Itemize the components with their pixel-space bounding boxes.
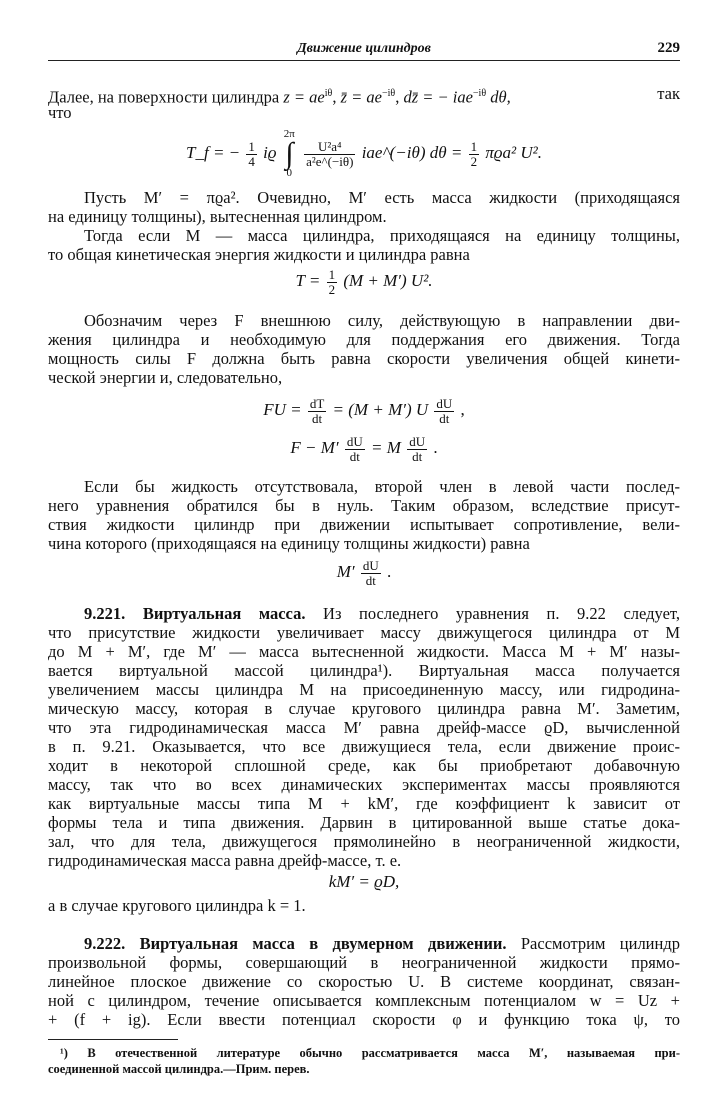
paragraph-line: до M + M′, где M′ — масса вытесненной жидкости. Масса M + M′ назы-	[48, 642, 680, 661]
paragraph-line: что присутствие жидкости увеличивает массу движущегося цилиндра от M	[48, 623, 680, 642]
fraction: $\frac{\text{U²a⁴}}{\text{a²e\textasciicircum{}(−iθ)}}$	[306, 138, 354, 169]
section-heading-9221: 9.221. Виртуальная масса.	[84, 604, 306, 623]
equation-T: T = $\frac{1}{2}$ (M + M′) U².	[295, 266, 433, 297]
paragraph-line: + (f + ig). Если ввести потенциал скорости φ и функцию тока ψ, то	[48, 1010, 680, 1029]
equation-kM: kM′ = ϱD,	[328, 872, 400, 891]
footnote-divider	[48, 1039, 178, 1040]
intro-line-2: что	[48, 103, 72, 122]
fraction: $\frac{1}{2}$	[470, 138, 478, 169]
equation-F: F − M′ $\frac{dU}{dt}$ = M $\frac{dU}{dt}$ .	[290, 433, 438, 464]
paragraph-line: в п. 9.21. Оказывается, что все движущиеся тела, если движение проис-	[48, 737, 680, 756]
equation-Tf: T_f = − $\frac{1}{4}$ iϱ 2π ∫ 0 $\frac{\text{U²a⁴}}{\text{a²e\textasciicircum{}(−iθ)}}$ iae^(−iθ) dθ = $\frac{1}{2}$ πϱa² U².	[186, 128, 542, 180]
paragraph-line: формы тела и типа движения. Дарвин в цитированной выше статье дока-	[48, 813, 680, 832]
paragraph-line: Обозначим через F внешнюю силу, действующую в направлении дви-	[84, 311, 680, 330]
fraction: $\frac{dU}{dt}$	[409, 433, 426, 464]
fraction: $\frac{dT}{dt}$	[309, 395, 325, 426]
paragraph-line: вается виртуальной массой цилиндра¹). Виртуальная масса получается	[48, 661, 680, 680]
paragraph-line: жения цилиндра и необходимую для поддержания его движения. Тогда	[48, 330, 680, 349]
paragraph-line: увеличением массы цилиндра M на присоединенную массу, или гидродина-	[48, 680, 680, 699]
equation-M-dU: M′ $\frac{dU}{dt}$ .	[336, 557, 392, 588]
fraction: $\frac{dU}{dt}$	[362, 557, 379, 588]
paragraph-line: мощность силы F должна быть равна скорости увеличения общей кинети-	[48, 349, 680, 368]
paragraph-line: произвольной формы, совершающий в неограниченной жидкости прямо-	[48, 953, 680, 972]
integral-sign: 2π ∫ 0	[283, 128, 295, 180]
intro-line-1: Далее, на поверхности цилиндра $z = ae^{i\theta}$, z̄ = $ae^{-i\theta}$, dz̄ = − iae$^{-i\theta}$ dθ, так	[48, 84, 680, 107]
equation-FU: FU = $\frac{dT}{dt}$ = (M + M′) U $\frac{dU}{dt}$ ,	[263, 395, 465, 426]
paragraph-line: ходит в некоторой сплошной среде, как бы приобретают добавочную	[48, 756, 680, 775]
paragraph-line: него уравнения обратился бы в нуль. Таким образом, вследствие присут-	[48, 496, 680, 515]
header-title: Движение цилиндров	[297, 41, 431, 56]
paragraph-line: а в случае кругового цилиндра k = 1.	[48, 896, 306, 915]
paragraph-line: ствия жидкости цилиндр при движении испытывает сопротивление, вели-	[48, 515, 680, 534]
fraction: $\frac{dU}{dt}$	[346, 433, 363, 464]
paragraph-line: мическую массу, которая в случае кругового цилиндра равна M′. Заметим,	[48, 699, 680, 718]
paragraph-line: на единицу толщины), вытесненная цилиндром.	[48, 207, 387, 226]
paragraph-line: Тогда если M — масса цилиндра, приходящаяся на единицу толщины,	[84, 226, 680, 245]
paragraph-line: что эта гидродинамическая масса M′ равна дрейф-массе ϱD, вычисленной	[48, 718, 680, 737]
footnote-line: ¹) В отечественной литературе обычно рассматривается масса M′, называемая при-	[60, 1046, 680, 1060]
paragraph-line: ной с цилиндром, течение описывается комплексным потенциалом w = Uz +	[48, 991, 680, 1010]
section-9221-first-line: 9.221. Виртуальная масса. Из последнего уравнения п. 9.22 следует,	[84, 604, 680, 623]
paragraph-line: массу, так что во всех динамических экспериментах массы проявляются	[48, 775, 680, 794]
paragraph-line: Если бы жидкость отсутствовала, второй член в левой части послед-	[84, 477, 680, 496]
fraction: $\frac{1}{2}$	[328, 266, 336, 297]
page-number: 229	[657, 40, 680, 56]
paragraph-line: Пусть M′ = πϱa². Очевидно, M′ есть масса жидкости (приходящаяся	[84, 188, 680, 207]
section-9222-first-line: 9.222. Виртуальная масса в двумерном движении. Рассмотрим цилиндр	[84, 934, 680, 953]
paragraph-line: линейное плоское движение со скоростью U. В системе координат, связан-	[48, 972, 680, 991]
paragraph-line: чина которого (приходящаяся на единицу толщины жидкости) равна	[48, 534, 530, 553]
paragraph-line: то общая кинетическая энергия жидкости и цилиндра равна	[48, 245, 470, 264]
paragraph-line: зал, что для тела, движущегося прямолинейно в неограниченной жидкости,	[48, 832, 680, 851]
fraction: $\frac{1}{4}$	[248, 138, 255, 169]
fraction: $\frac{dU}{dt}$	[436, 395, 453, 426]
paragraph-line: как виртуальные массы типа M + kM′, где коэффициент k зависит от	[48, 794, 680, 813]
running-header	[48, 40, 680, 61]
footnote-line: соединенной массой цилиндра.—Прим. перев.	[48, 1062, 310, 1076]
section-heading-9222: 9.222. Виртуальная масса в двумерном движении.	[84, 934, 507, 953]
paragraph-line: гидродинамическая масса равна дрейф-массе, т. е.	[48, 851, 402, 870]
paragraph-line: ческой энергии и, следовательно,	[48, 368, 283, 387]
